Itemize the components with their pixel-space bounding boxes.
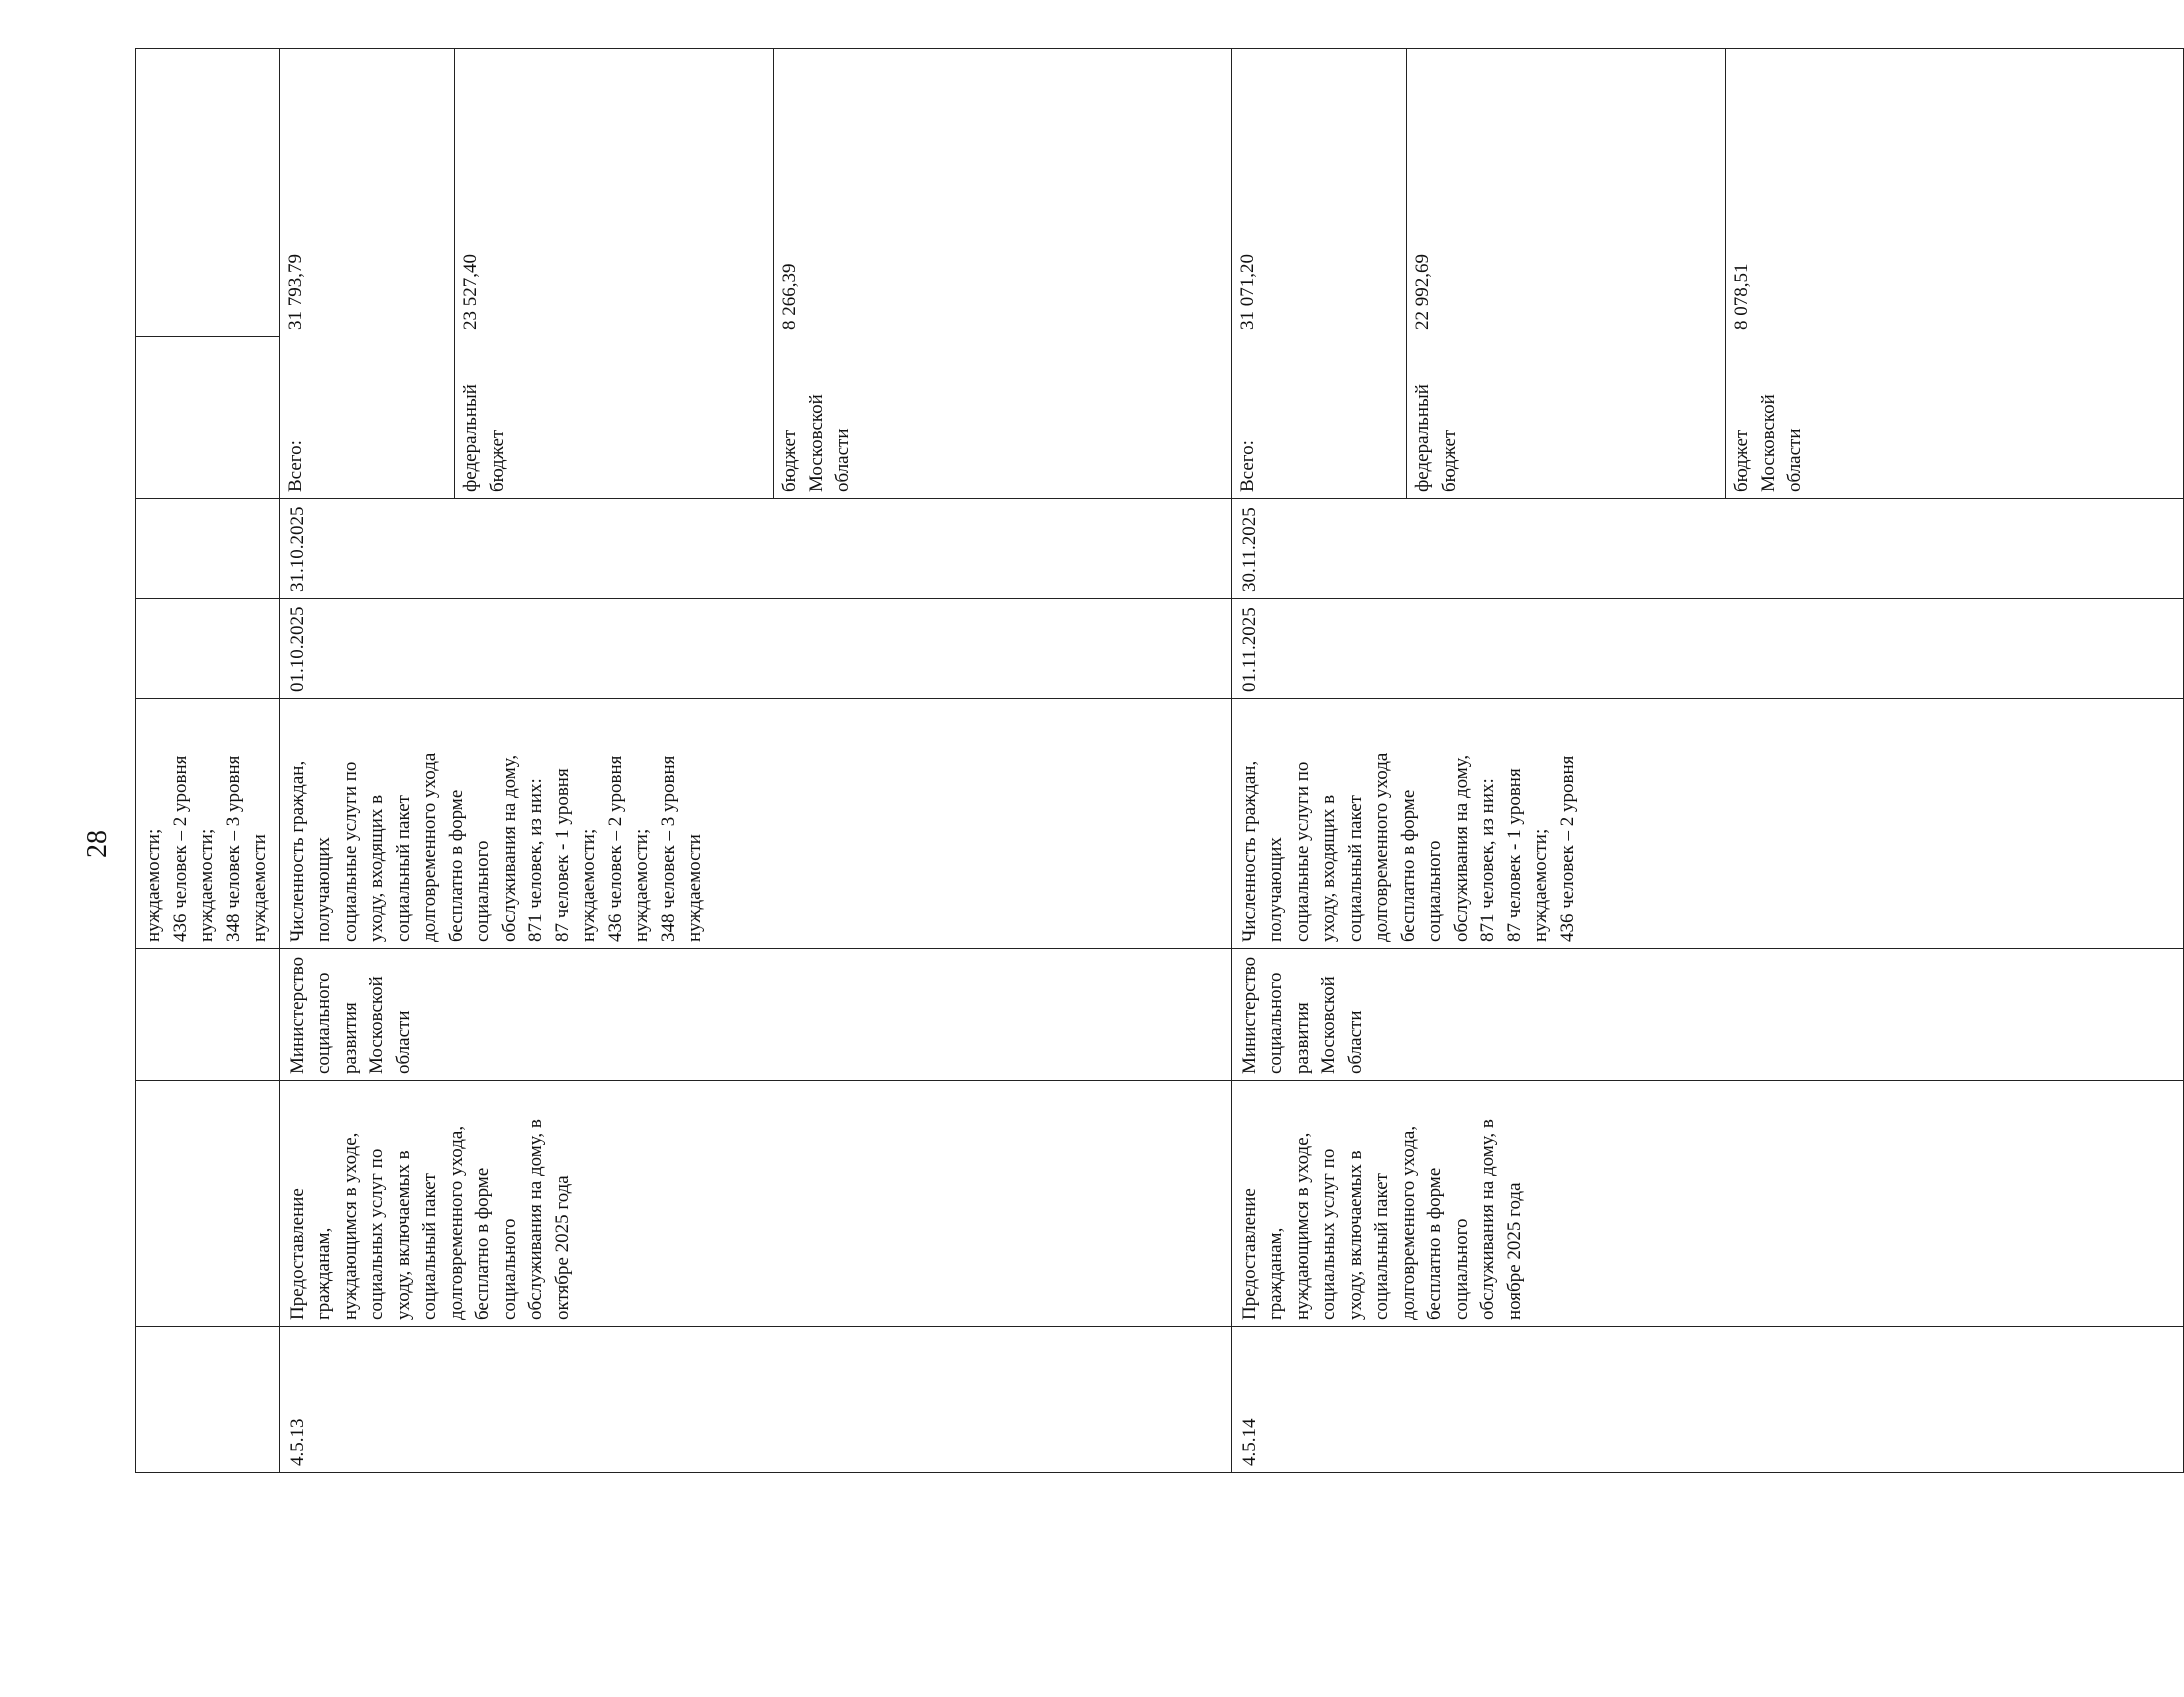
plan-table xyxy=(135,48,2184,1473)
funding-amount: 8 266,39 xyxy=(779,263,801,330)
cell-empty xyxy=(136,499,280,599)
funding-row xyxy=(280,48,455,498)
funding-label: Всего: xyxy=(1232,336,1407,498)
end-date: 30.11.2025 xyxy=(1231,499,2183,599)
funding-row xyxy=(455,48,774,498)
funding-label: федеральный бюджет xyxy=(455,336,774,498)
cell-empty xyxy=(136,337,280,499)
start-date: 01.10.2025 xyxy=(279,599,1231,699)
funding-amount: 31 793,79 xyxy=(280,48,455,336)
cell-empty xyxy=(136,1327,280,1473)
funding-label: федеральный бюджет xyxy=(1407,336,1726,498)
indicator: Численность граждан, получающих социальные услуги по уходу, входящих в социальный пакет долговременного ухода бесплатно в форме социального обслуживания на дому, 871 человек, из них: 87 человек - 1 уровня нуждаемости; 436 человек – 2 уровня нуждаемости; 348 человек – 3 уровня нуждаемости xyxy=(279,699,1231,949)
funding-amount: 22 992,69 xyxy=(1407,48,1726,336)
funding-block xyxy=(1231,49,2183,499)
activity-name: Предоставление гражданам, нуждающимся в уходе, социальных услуг по уходу, включаемых в социальный пакет долговременного ухода, бесплатно в форме социального обслуживания на дому, в октябре 2025 года xyxy=(279,1081,1231,1327)
cell-empty xyxy=(136,49,280,337)
cell-empty xyxy=(136,599,280,699)
funding-row xyxy=(1726,48,2183,498)
table-row xyxy=(1231,49,2183,1473)
funding-amount: 8 078,51 xyxy=(1731,263,1753,330)
continuation-row xyxy=(136,49,280,1473)
indicator: Численность граждан, получающих социальные услуги по уходу, входящих в социальный пакет долговременного ухода бесплатно в форме социального обслуживания на дому, 871 человек, из них: 87 человек - 1 уровня нуждаемости; 436 человек – 2 уровня xyxy=(1231,699,2183,949)
funding-row xyxy=(774,48,1231,498)
executor: Министерство социального развития Московской области xyxy=(1231,949,2183,1081)
funding-label: бюджет Московской области xyxy=(779,394,854,492)
funding-row xyxy=(1407,48,1726,498)
funding-label: бюджет Московской области xyxy=(1731,394,1806,492)
cell-empty xyxy=(136,1081,280,1327)
rotated-table-wrapper xyxy=(135,49,1806,1473)
funding-label: Всего: xyxy=(280,336,455,498)
executor: Министерство социального развития Московской области xyxy=(279,949,1231,1081)
funding-table xyxy=(280,48,1231,498)
cell-empty xyxy=(136,949,280,1081)
start-date: 01.11.2025 xyxy=(1231,599,2183,699)
activity-name: Предоставление гражданам, нуждающимся в уходе, социальных услуг по уходу, включаемых в социальный пакет долговременного ухода, бесплатно в форме социального обслуживания на дому, в ноябре 2025 года xyxy=(1231,1081,2183,1327)
table-row xyxy=(279,49,1231,1473)
funding-table xyxy=(1232,48,2183,498)
funding-block xyxy=(279,49,1231,499)
end-date: 31.10.2025 xyxy=(279,499,1231,599)
item-number: 4.5.13 xyxy=(279,1327,1231,1473)
item-number: 4.5.14 xyxy=(1231,1327,2183,1473)
funding-row xyxy=(1232,48,1407,498)
funding-amount: 23 527,40 xyxy=(455,48,774,336)
page-number: 28 xyxy=(82,830,113,858)
indicator-continuation: нуждаемости; 436 человек – 2 уровня нуждаемости; 348 человек – 3 уровня нуждаемости xyxy=(136,699,280,949)
funding-amount: 31 071,20 xyxy=(1232,48,1407,336)
